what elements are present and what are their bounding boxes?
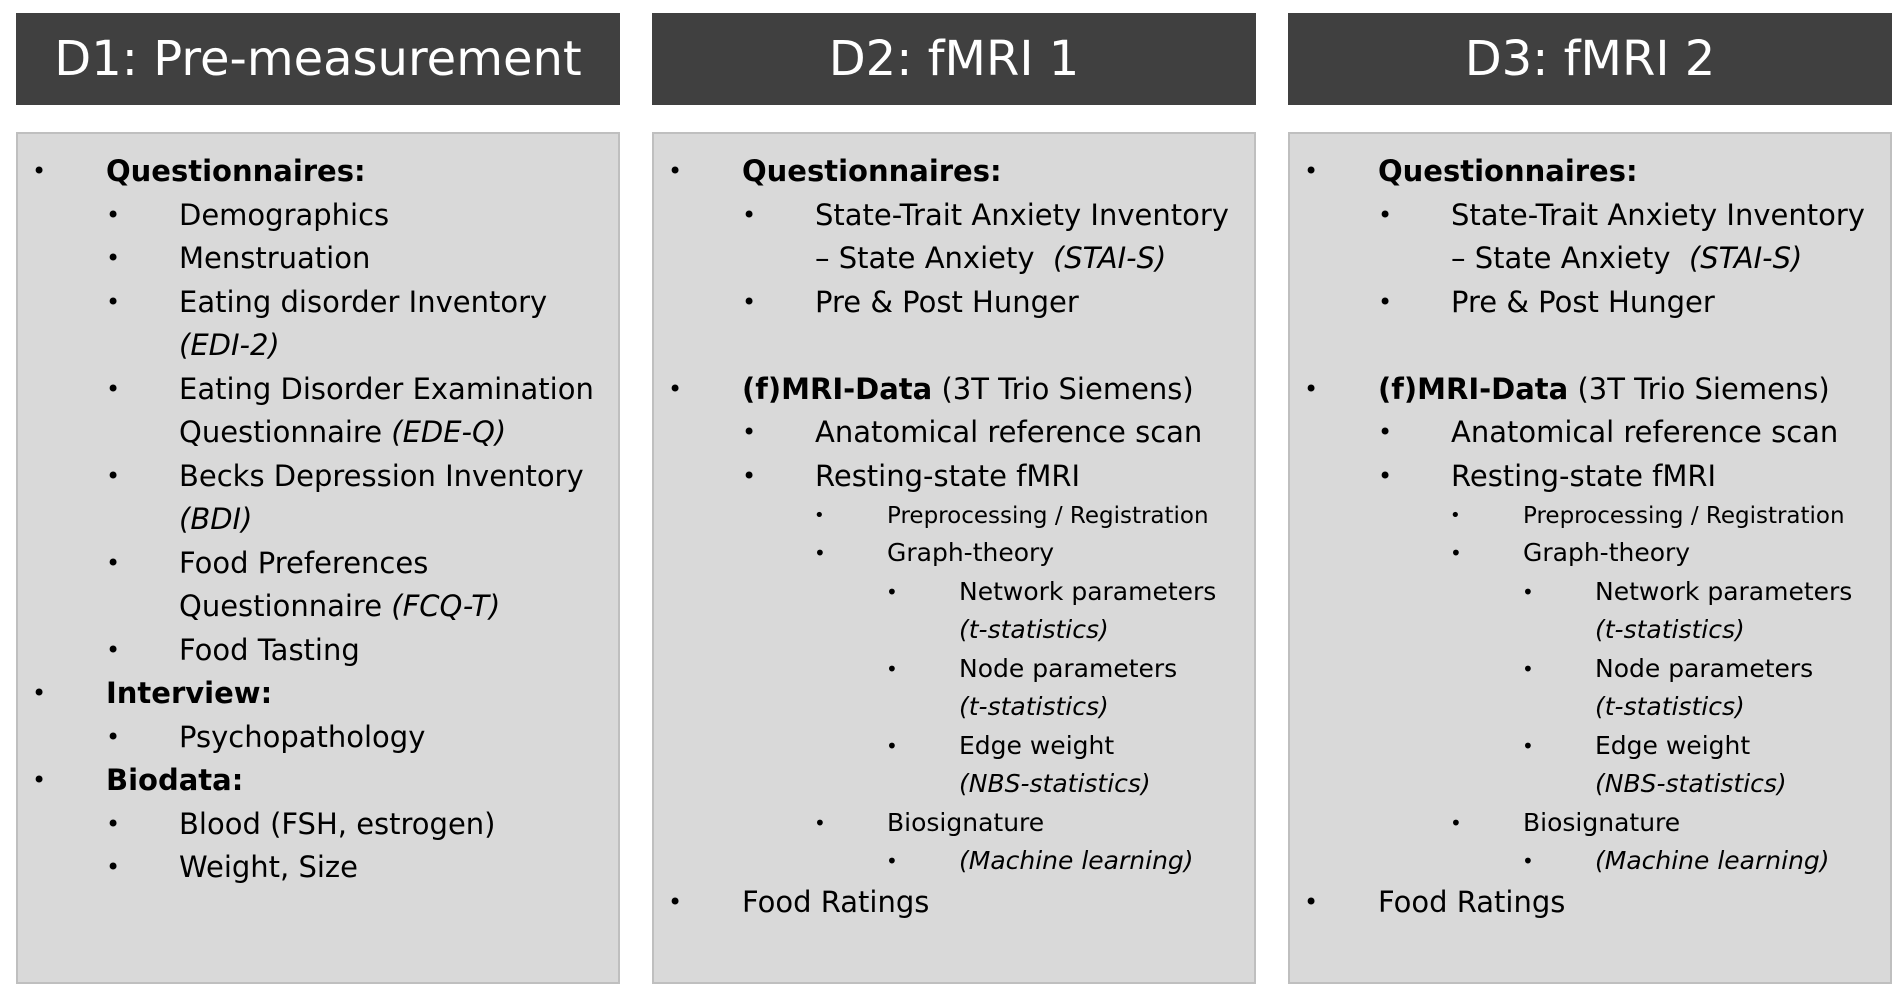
list-item (18, 803, 618, 847)
list-item (1290, 842, 1890, 881)
bullet-icon: • (106, 809, 121, 838)
item-label: Eating Disorder Examination (179, 371, 594, 406)
item-abbreviation: (NBS-statistics) (959, 769, 1151, 798)
list-item (18, 455, 618, 499)
bullet-icon: • (814, 505, 825, 526)
list-item (18, 281, 618, 325)
list-item (18, 194, 618, 238)
list-item (1290, 281, 1890, 325)
list-item (654, 804, 1254, 843)
item-label: Pre & Post Hunger (815, 284, 1079, 319)
bullet-icon: • (106, 374, 121, 403)
list-item-continuation (18, 411, 618, 455)
item-abbreviation: (t-statistics) (959, 615, 1109, 644)
list-item (1290, 727, 1890, 766)
bullet-icon: • (1522, 733, 1534, 758)
list-item (654, 281, 1254, 325)
item-label: Psychopathology (179, 719, 426, 754)
item-abbreviation: (BDI) (179, 502, 253, 536)
section-label: Questionnaires: (742, 154, 1002, 188)
section-label: (f)MRI-Data (742, 371, 933, 406)
item-label: Food Ratings (1378, 884, 1566, 919)
item-abbreviation: (t-statistics) (1595, 692, 1745, 721)
list-item (654, 842, 1254, 881)
list-item (18, 542, 618, 586)
bullet-icon: • (742, 461, 757, 490)
list-item (18, 368, 618, 412)
bullet-icon: • (106, 461, 121, 490)
list-item-continuation (654, 611, 1254, 650)
item-label: – State Anxiety (815, 241, 1035, 275)
item-label: Demographics (179, 197, 390, 232)
item-label: Pre & Post Hunger (1451, 284, 1715, 319)
item-label: Blood (FSH, estrogen) (179, 806, 496, 841)
list-item (654, 411, 1254, 455)
item-label: Menstruation (179, 241, 371, 275)
list-item (654, 194, 1254, 238)
list-item-continuation (654, 688, 1254, 727)
item-abbreviation: (t-statistics) (1595, 615, 1745, 644)
column-header-d2: D2: fMRI 1 (652, 13, 1256, 105)
list-item (18, 716, 618, 760)
list-item (1290, 455, 1890, 499)
bullet-icon: • (106, 200, 121, 229)
list-item (654, 498, 1254, 534)
bullet-icon: • (814, 810, 826, 835)
item-label: Graph-theory (1523, 538, 1691, 567)
bullet-icon: • (668, 374, 683, 403)
item-label: Becks Depression Inventory (179, 458, 584, 493)
bullet-icon: • (1378, 200, 1393, 229)
list-item (18, 629, 618, 673)
list-item-food-ratings (1290, 881, 1890, 925)
section-label: Interview: (106, 676, 273, 710)
item-label: Questionnaire (179, 415, 383, 449)
item-label: State-Trait Anxiety Inventory (1451, 197, 1865, 232)
bullet-icon: • (32, 766, 47, 794)
item-label: Anatomical reference scan (815, 415, 1203, 449)
bullet-icon: • (1450, 541, 1462, 565)
item-abbreviation: (NBS-statistics) (1595, 769, 1787, 798)
item-abbreviation: (FCQ-T) (391, 589, 501, 623)
item-label: Weight, Size (179, 850, 358, 884)
item-abbreviation: (STAI-S) (1052, 241, 1167, 275)
list-item-interview (18, 672, 618, 716)
item-label: Graph-theory (887, 538, 1055, 567)
list-item (654, 573, 1254, 612)
column-panel-d2 (652, 132, 1256, 984)
list-item-mri (1290, 368, 1890, 412)
list-item-continuation (1290, 688, 1890, 727)
bullet-icon: • (106, 722, 121, 751)
list-item-continuation (1290, 611, 1890, 650)
item-abbreviation: (Machine learning) (1595, 846, 1830, 875)
bullet-icon: • (1450, 505, 1461, 526)
bullet-icon: • (1450, 810, 1462, 835)
column-panel-d3 (1288, 132, 1892, 984)
bullet-icon: • (106, 635, 121, 664)
item-label: Anatomical reference scan (1451, 415, 1839, 449)
bullet-icon: • (1378, 287, 1393, 316)
list-item-continuation (654, 237, 1254, 281)
list-item-food-ratings (654, 881, 1254, 925)
column-d2 (652, 13, 1256, 919)
item-label: Preprocessing / Registration (887, 503, 1209, 529)
list-item (1290, 650, 1890, 689)
bullet-icon: • (32, 679, 47, 707)
item-abbreviation: (EDE-Q) (391, 415, 507, 449)
bullet-icon: • (742, 200, 757, 229)
bullet-icon: • (1304, 157, 1319, 185)
list-item-continuation (654, 765, 1254, 804)
bullet-icon: • (1304, 887, 1319, 916)
bullet-icon: • (742, 287, 757, 316)
list-item (654, 727, 1254, 766)
bullet-icon: • (1522, 656, 1534, 681)
bullet-icon: • (742, 418, 757, 446)
item-label: Edge weight (959, 730, 1115, 760)
item-label: Network parameters (1595, 576, 1853, 606)
item-label: Biosignature (887, 807, 1045, 837)
bullet-icon: • (1522, 579, 1534, 604)
bullet-icon: • (32, 157, 47, 185)
spacer (1290, 324, 1890, 368)
item-label: (3T Trio Siemens) (941, 371, 1194, 406)
bullet-icon: • (886, 849, 898, 873)
list-item-biodata (18, 759, 618, 803)
item-abbreviation: (EDI-2) (179, 328, 280, 362)
spacer (654, 324, 1254, 368)
list-item-questionnaires (18, 150, 618, 194)
section-label: Biodata: (106, 763, 244, 797)
column-header-d1: D1: Pre-measurement (16, 13, 620, 105)
list-item (1290, 498, 1890, 534)
list-item (654, 534, 1254, 573)
item-label: Node parameters (1595, 653, 1814, 683)
column-d3 (1288, 13, 1892, 919)
column-panel-d1 (16, 132, 620, 984)
item-label: Preprocessing / Registration (1523, 503, 1845, 529)
list-item-questionnaires (654, 150, 1254, 194)
bullet-icon: • (106, 287, 121, 316)
item-label: Biosignature (1523, 807, 1681, 837)
bullet-icon: • (886, 579, 898, 604)
column-header-d3: D3: fMRI 2 (1288, 13, 1892, 105)
list-item-continuation (1290, 237, 1890, 281)
item-label: Food Ratings (742, 884, 930, 919)
item-label: Resting-state fMRI (815, 458, 1081, 493)
item-label: (3T Trio Siemens) (1577, 371, 1830, 406)
list-item (18, 846, 618, 890)
list-item-continuation (1290, 765, 1890, 804)
item-label: Network parameters (959, 576, 1217, 606)
item-label: Food Tasting (179, 632, 360, 667)
section-label: Questionnaires: (106, 154, 366, 188)
item-list-d2 (654, 150, 1254, 924)
item-list-d3 (1290, 150, 1890, 924)
list-item-mri (654, 368, 1254, 412)
list-item (1290, 804, 1890, 843)
column-d1 (16, 13, 620, 884)
list-item (1290, 411, 1890, 455)
list-item (1290, 573, 1890, 612)
item-list-d1 (18, 150, 618, 890)
bullet-icon: • (106, 853, 121, 881)
list-item-continuation (18, 585, 618, 629)
list-item-continuation (18, 498, 618, 542)
bullet-icon: • (1378, 418, 1393, 446)
list-item (1290, 534, 1890, 573)
item-label: Resting-state fMRI (1451, 458, 1717, 493)
list-item (654, 650, 1254, 689)
bullet-icon: • (886, 656, 898, 681)
section-label: Questionnaires: (1378, 154, 1638, 188)
list-item-questionnaires (1290, 150, 1890, 194)
bullet-icon: • (1522, 849, 1534, 873)
list-item (654, 455, 1254, 499)
bullet-icon: • (814, 541, 826, 565)
item-abbreviation: (t-statistics) (959, 692, 1109, 721)
bullet-icon: • (106, 548, 121, 577)
item-label: State-Trait Anxiety Inventory (815, 197, 1229, 232)
bullet-icon: • (668, 887, 683, 916)
bullet-icon: • (1378, 461, 1393, 490)
item-label: – State Anxiety (1451, 241, 1671, 275)
item-label: Questionnaire (179, 589, 383, 623)
item-label: Node parameters (959, 653, 1178, 683)
item-abbreviation: (STAI-S) (1688, 241, 1803, 275)
list-item-continuation (18, 324, 618, 368)
bullet-icon: • (1304, 374, 1319, 403)
item-label: Edge weight (1595, 730, 1751, 760)
item-label: Food Preferences (179, 545, 429, 580)
bullet-icon: • (106, 244, 121, 272)
item-label: Eating disorder Inventory (179, 284, 548, 319)
list-item (1290, 194, 1890, 238)
bullet-icon: • (886, 733, 898, 758)
bullet-icon: • (668, 157, 683, 185)
item-abbreviation: (Machine learning) (959, 846, 1194, 875)
section-label: (f)MRI-Data (1378, 371, 1569, 406)
list-item (18, 237, 618, 281)
